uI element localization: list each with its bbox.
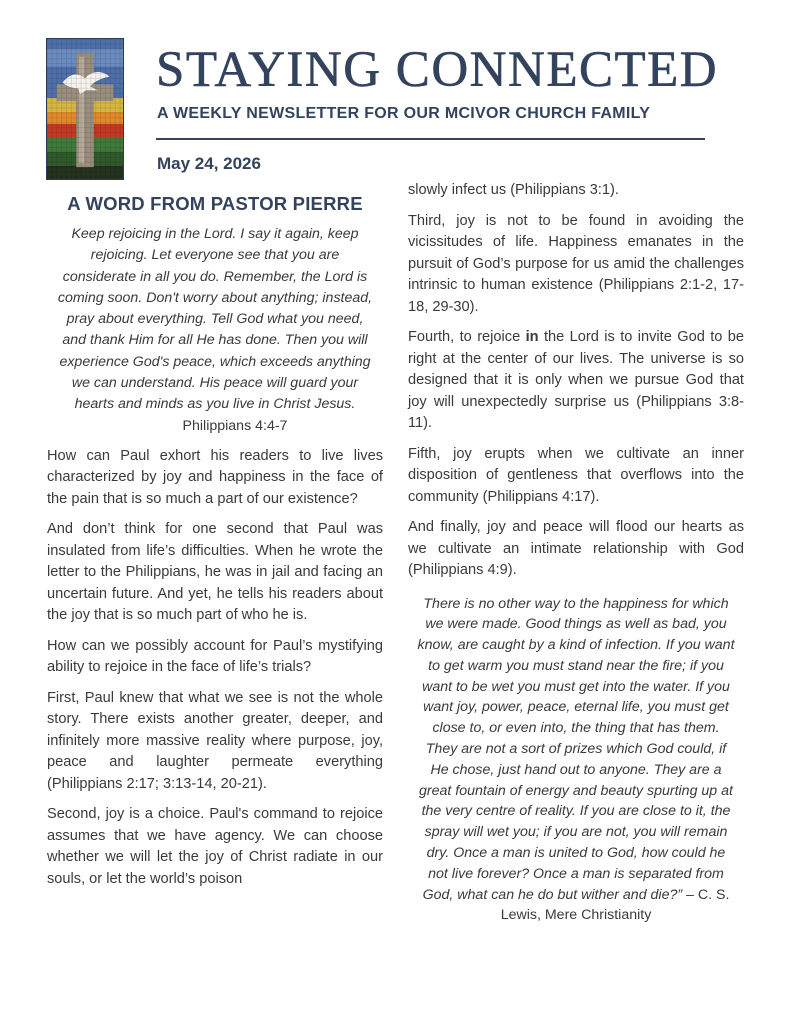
article-paragraph: And don’t think for one second that Paul was insulated from life’s difficulties. When he wrote the letter to the Philippians, he was in jail and facing an uncertain future. And yet, he tells his readers about the joy that is so much part of who he is. [47, 521, 383, 624]
scripture-passage: Keep rejoicing in the Lord. I say it again, keep rejoicing. Let everyone see that you are considerate in all you do. Remember, the Lord is coming soon. Don't worry about anything; instead, pray about everything. Tell God what you need, and thank Him for all He has done. Then you will experience God's peace, which exceeds anything we can understand. His peace will guard your hearts and minds as you live in Christ Jesus. [57, 226, 373, 413]
left-column [47, 192, 383, 899]
article-paragraph: First, Paul knew that what we see is not the whole story. There exists another greater, deeper, and infinitely more massive reality where purpose, joy, peace and laughter permeate everything (Philippians 2:17; 3:13-14, 20-21). [47, 689, 383, 792]
article-paragraph [408, 327, 744, 435]
article-paragraph: How can Paul exhort his readers to live lives characterized by joy and happiness in the face of the pain that is so much a part of our existence? [47, 447, 383, 507]
scripture-reference: Philippians 4:4-7 [182, 417, 288, 434]
emphasis-text: in [525, 329, 539, 345]
quote-attribution: – C. S. Lewis, Mere Christianity [500, 886, 730, 924]
article-paragraph: And finally, joy and peace will flood our hearts as we cultivate an intimate relationship with God (Philippians 4:9). [408, 519, 744, 578]
masthead-divider [156, 138, 705, 140]
paragraph-text: the Lord is to invite God to be right at the center of our lives. The universe is so designed that it is only when we pursue God that joy will unexpectedly surprise us (Philippians 3:8-11). [408, 329, 745, 431]
quote-text: There is no other way to the happiness for which we were made. Good things as well as bad, you know, are caught by a kind of infection. If you want to get warm you must stand near the fire; if you want to be wet you must get into the water. If you want joy, power, peace, eternal life, you must get close to, or even into, the thing that has them. They are not a sort of prizes which God could, if He chose, just hand out to anyone. They are a great fountain of energy and beauty spurting up at the very centre of reality. If you are close to it, the spray will wet you; if you are not, you will remain dry. Once a man is united to God, how could he not live forever? Once a man is separated from God, what can he do but wither and die?” [417, 595, 735, 903]
cs-lewis-quote [416, 594, 736, 927]
article-title: A WORD FROM PASTOR PIERRE [67, 193, 363, 214]
newsletter-subtitle: A WEEKLY NEWSLETTER FOR OUR MCIVOR CHURCH FAMILY [157, 105, 651, 122]
article-paragraph: How can we possibly account for Paul’s mystifying ability to rejoice in the face of life’s trials? [47, 637, 383, 676]
article-paragraph: Fifth, joy erupts when we cultivate an inner disposition of gentleness that overflows into the community (Philippians 4:17). [408, 445, 744, 505]
right-column [408, 180, 744, 926]
article-paragraph: Second, joy is a choice. Paul's command to rejoice assumes that we have agency. We can choose whether we will let the joy of Christ radiate in our souls, or let the world’s poison [47, 806, 383, 887]
article-paragraph: Third, joy is not to be found in avoiding the vicissitudes of life. Happiness emanates in the pursuit of God’s purpose for us amid the challenges intrinsic to human existence (Philippians 2:1-2, 17-18, 29-30). [408, 212, 744, 315]
newsletter-title: STAYING CONNECTED [156, 42, 719, 98]
paragraph-text: Fourth, to rejoice [408, 329, 526, 345]
mosaic-cross-dove-icon [46, 38, 124, 180]
article-paragraph: slowly infect us (Philippians 3:1). [408, 182, 619, 198]
issue-date: May 24, 2026 [157, 154, 261, 173]
